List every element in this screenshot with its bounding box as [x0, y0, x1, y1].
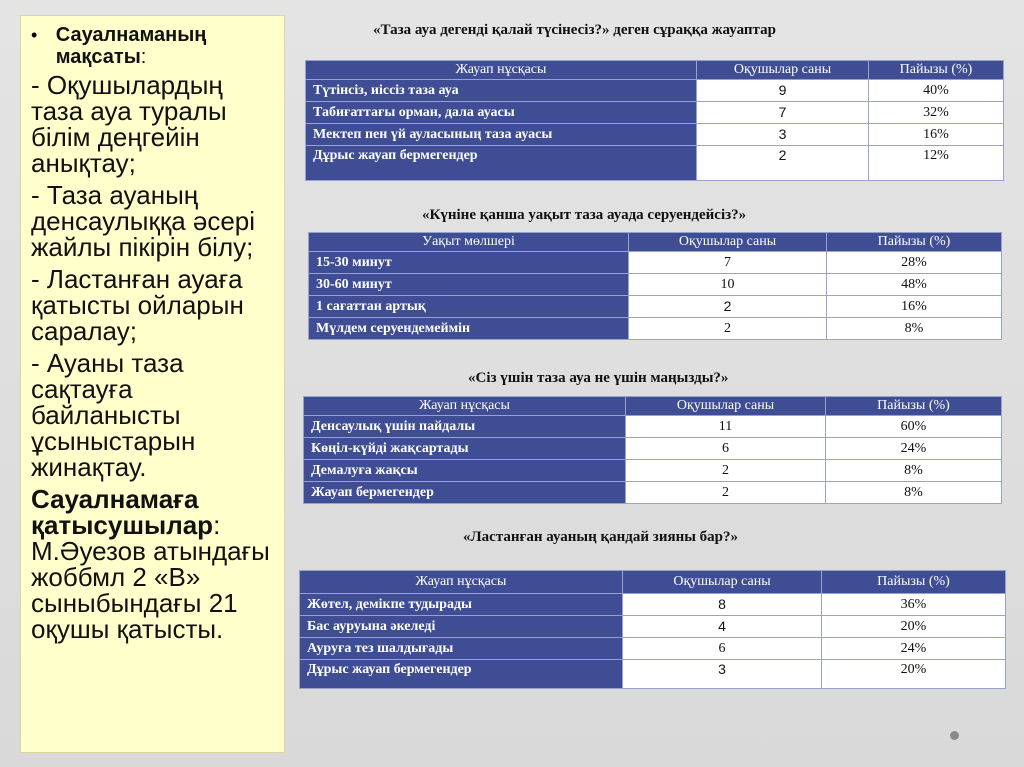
answer-option: Табиғаттағы орман, дала ауасы [306, 102, 697, 124]
answer-option: Мүлдем серуендемеймін [309, 318, 629, 340]
percent-value: 24% [822, 638, 1006, 660]
percent-value: 20% [822, 616, 1006, 638]
table-row [306, 146, 1004, 181]
table-header-row [306, 61, 1004, 80]
column-header: Жауап нұсқасы [304, 397, 626, 416]
purpose-heading [31, 24, 274, 68]
column-header: Жауап нұсқасы [300, 571, 623, 594]
answer-option: Түтінсіз, иіссіз таза ауа [306, 80, 697, 102]
table-row [309, 252, 1002, 274]
percent-value: 20% [822, 660, 1006, 689]
table-row [300, 594, 1006, 616]
table-row [306, 124, 1004, 146]
survey-2-table [308, 232, 1002, 340]
column-header: Пайызы (%) [827, 233, 1002, 252]
percent-value: 12% [869, 146, 1004, 181]
participants-text: М.Әуезов атындағы жоббмл 2 «В» сыныбындағы 21 оқушы қатысты. [31, 536, 270, 644]
column-header: Пайызы (%) [869, 61, 1004, 80]
participants-label: Сауалнамаға қатысушылар [31, 484, 214, 540]
column-header: Оқушылар саны [697, 61, 869, 80]
column-header: Жауап нұсқасы [306, 61, 697, 80]
column-header: Оқушылар саны [626, 397, 826, 416]
percent-value: 8% [826, 460, 1002, 482]
bullet-icon: • [31, 25, 38, 45]
percent-value: 8% [827, 318, 1002, 340]
table-row [309, 318, 1002, 340]
goal-item: - Таза ауаның денсаулыққа әсері жайлы пікірін білу; [31, 180, 256, 262]
purpose-colon: : [140, 46, 147, 68]
survey-1-table [305, 60, 1004, 181]
survey-3-table [303, 396, 1002, 504]
student-count: 7 [629, 252, 827, 274]
percent-value: 8% [826, 482, 1002, 504]
student-count: 8 [623, 594, 822, 616]
answer-option: Жөтел, демікпе тудырады [300, 594, 623, 616]
percent-value: 16% [827, 296, 1002, 318]
student-count: 3 [623, 660, 822, 689]
answer-option: Дұрыс жауап бермегендер [306, 146, 697, 181]
answer-option: 15-30 минут [309, 252, 629, 274]
survey-3-title: «Сіз үшін таза ауа не үшін маңызды?» [468, 370, 729, 386]
table-row [304, 482, 1002, 504]
table-row [300, 616, 1006, 638]
percent-value: 60% [826, 416, 1002, 438]
answer-option: Демалуға жақсы [304, 460, 626, 482]
table-header-row [300, 571, 1006, 594]
survey-1-title: «Таза ауа дегенді қалай түсінесіз?» деген сұраққа жауаптар [373, 22, 776, 38]
survey-2-title: «Күніне қанша уақыт таза ауада серуендейсіз?» [422, 207, 747, 223]
answer-option: 30-60 минут [309, 274, 629, 296]
student-count: 2 [697, 146, 869, 181]
participants-block [31, 486, 274, 642]
student-count: 6 [626, 438, 826, 460]
answer-option: Ауруға тез шалдығады [300, 638, 623, 660]
table-row [304, 438, 1002, 460]
column-header: Оқушылар саны [623, 571, 822, 594]
answer-option: Көңіл-күйді жақсартады [304, 438, 626, 460]
percent-value: 40% [869, 80, 1004, 102]
percent-value: 24% [826, 438, 1002, 460]
answer-option: Денсаулық үшін пайдалы [304, 416, 626, 438]
student-count: 2 [626, 460, 826, 482]
student-count: 10 [629, 274, 827, 296]
table-header-row [309, 233, 1002, 252]
answer-option: Бас ауруына әкеледі [300, 616, 623, 638]
answer-option: Дұрыс жауап бермегендер [300, 660, 623, 689]
percent-value: 36% [822, 594, 1006, 616]
answer-option: Мектеп пен үй ауласының таза ауасы [306, 124, 697, 146]
table-row [309, 296, 1002, 318]
percent-value: 28% [827, 252, 1002, 274]
goal-item: - Ауаны таза сақтауға байланысты ұсыныстарын жинақтау. [31, 348, 196, 482]
percent-value: 48% [827, 274, 1002, 296]
survey-4-table [299, 570, 1006, 689]
table-row [306, 80, 1004, 102]
table-header-row [304, 397, 1002, 416]
decorative-dot-icon [950, 731, 959, 740]
column-header: Оқушылар саны [629, 233, 827, 252]
purpose-title: Сауалнаманың мақсаты [55, 24, 207, 68]
student-count: 2 [629, 296, 827, 318]
student-count: 9 [697, 80, 869, 102]
goal-item: - Оқушылардың таза ауа туралы білім деңгейін анықтау; [31, 70, 227, 178]
column-header: Пайызы (%) [826, 397, 1002, 416]
student-count: 2 [626, 482, 826, 504]
column-header: Пайызы (%) [822, 571, 1006, 594]
survey-4-title: «Ластанған ауаның қандай зияны бар?» [463, 529, 739, 545]
table-row [304, 416, 1002, 438]
student-count: 6 [623, 638, 822, 660]
survey-purpose-panel [20, 15, 285, 753]
goals-list [31, 72, 274, 480]
table-row [304, 460, 1002, 482]
table-row [309, 274, 1002, 296]
student-count: 3 [697, 124, 869, 146]
percent-value: 16% [869, 124, 1004, 146]
table-row [300, 660, 1006, 689]
percent-value: 32% [869, 102, 1004, 124]
student-count: 2 [629, 318, 827, 340]
participants-colon: : [213, 510, 221, 540]
answer-option: 1 сағаттан артық [309, 296, 629, 318]
table-row [306, 102, 1004, 124]
table-row [300, 638, 1006, 660]
goal-item: - Ластанған ауаға қатысты ойларын саралау; [31, 264, 244, 346]
column-header: Уақыт мөлшері [309, 233, 629, 252]
student-count: 7 [697, 102, 869, 124]
student-count: 4 [623, 616, 822, 638]
answer-option: Жауап бермегендер [304, 482, 626, 504]
student-count: 11 [626, 416, 826, 438]
